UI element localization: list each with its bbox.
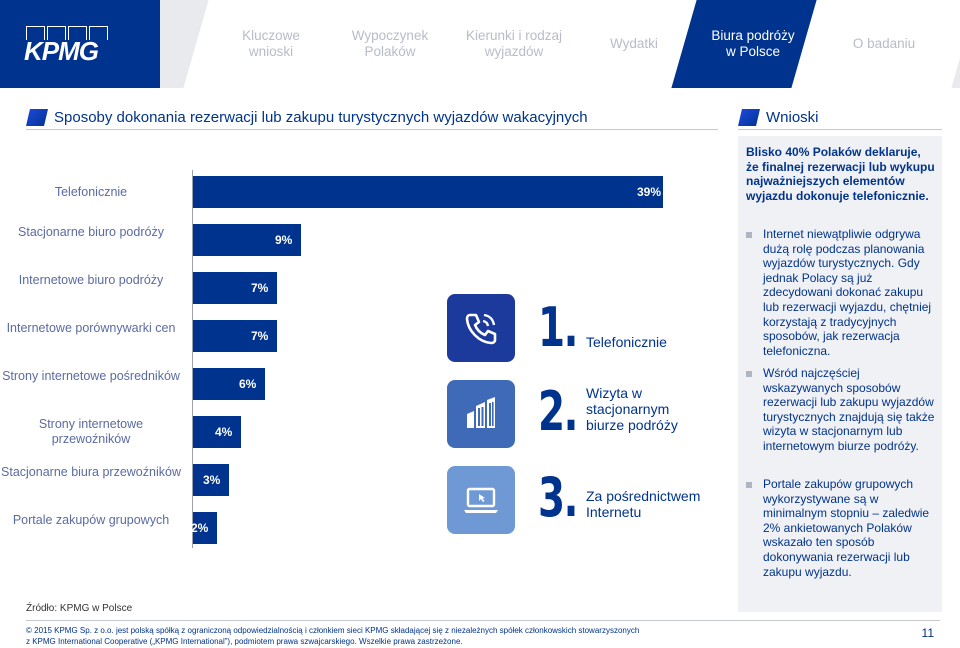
conclusion-text: Internet niewątpliwie odgrywa dużą rolę podczas planowania wyjazdów turystycznych. Gdy jednak Polacy są już zdecydowani dokonać zakupu lub rezerwacji wyjazdu, chętniej korzystają z tradycyjnych sposobów, jak rezerwacja telefoniczna. <box>763 227 932 358</box>
laptop-icon <box>447 466 515 534</box>
category-text: Stacjonarne biura przewoźników <box>1 465 181 479</box>
source-note: Źródło: KPMG w Polsce <box>26 603 133 614</box>
chart-category-label <box>0 417 182 447</box>
chart-category-label <box>0 321 182 336</box>
chart-data-label: 9% <box>275 233 293 247</box>
category-text: Strony internetowe pośredników <box>2 369 180 383</box>
conclusion-bullet <box>746 366 938 454</box>
conclusions-title: Wnioski <box>766 109 819 126</box>
building-icon <box>447 380 515 448</box>
category-text: Internetowe biuro podróży <box>18 273 164 287</box>
chart-data-label: 7% <box>251 329 269 343</box>
rank-number: 2. <box>538 380 577 443</box>
top-navigation <box>0 0 960 88</box>
category-text: Telefonicznie <box>54 184 128 199</box>
logo-text: KPMG <box>24 36 98 66</box>
chart-data-label: 4% <box>215 425 233 439</box>
phone-icon <box>447 294 515 362</box>
rank-label: Za pośrednictwem Internetu <box>586 488 701 520</box>
tab-label: Wypoczynek Polaków <box>351 28 429 59</box>
legal-line-2: z KPMG International Cooperative („KPMG International”), podmiotem prawa szwajcarskiego. Wszelkie prawa zastrzeżone. <box>26 636 463 646</box>
rank-label: Telefonicznie <box>586 334 667 350</box>
bullet-square-icon <box>746 371 752 377</box>
conclusion-text: Wśród najczęściej wskazywanych sposobów rezerwacji lub zakupu wyjazdów turystycznych znajdują się także wizyta w stacjonarnym lub internetowym biurze podróży. <box>763 366 935 453</box>
chart-category-label <box>0 465 182 480</box>
chart-category-label <box>0 185 182 200</box>
conclusions-lead: Blisko 40% Polaków deklaruje, że finalnej rezerwacji lub wykupu najważniejszych elementów wyjazdu dokonuje telefonicznie. <box>746 145 935 203</box>
conclusion-text: Portale zakupów grupowych wykorzystywane są w minimalnym stopniu – zaledwie 2% ankietowanych Polaków wskazało ten sposób dokonywania rezerwacji lub zakupu wyjazdu. <box>763 477 930 579</box>
category-text: Strony internetowe przewoźników <box>38 417 144 446</box>
chart-data-label: 2% <box>191 521 209 535</box>
main-section-header <box>26 108 718 130</box>
tab-label: O badaniu <box>852 36 916 51</box>
chart-category-label <box>0 513 182 528</box>
category-text: Internetowe porównywarki cen <box>6 321 176 335</box>
rank-label: Wizyta w stacjonarnym biurze podróży <box>586 385 678 433</box>
chart-data-label: 3% <box>203 473 221 487</box>
chart-data-label: 7% <box>251 281 269 295</box>
tab-label: Biura podróży w Polsce <box>711 28 795 59</box>
section-marker-icon <box>26 109 48 126</box>
section-marker-icon <box>738 109 760 126</box>
rank-number: 3. <box>538 466 577 529</box>
tab-o-badaniu[interactable] <box>804 0 960 88</box>
chart-category-label <box>0 225 182 240</box>
page-number: 11 <box>921 626 934 640</box>
conclusions-header <box>738 108 942 130</box>
chart-category-label <box>0 273 182 288</box>
chart-category-label <box>0 369 182 384</box>
category-text: Stacjonarne biuro podróży <box>18 225 164 239</box>
page-title: Sposoby dokonania rezerwacji lub zakupu turystycznych wyjazdów wakacyjnych <box>54 109 588 126</box>
chart-data-label: 39% <box>637 185 662 199</box>
kpmg-logo[interactable] <box>0 0 160 88</box>
conclusion-bullet <box>746 477 938 579</box>
rank-number: 1. <box>538 296 577 359</box>
conclusion-bullet <box>746 227 938 358</box>
tab-label: Kierunki i rodzaj wyjazdów <box>465 28 563 59</box>
category-text: Portale zakupów grupowych <box>12 513 170 527</box>
legal-line-1: © 2015 KPMG Sp. z o.o. jest polską spółką z ograniczoną odpowiedzialnością i członkiem sieci KPMG składającej się z niezależnych spółek członkowskich stowarzyszonych <box>26 626 640 635</box>
bullet-square-icon <box>746 232 752 238</box>
tab-label: Kluczowe wnioski <box>242 28 300 59</box>
footer-legal <box>26 626 666 647</box>
bullet-square-icon <box>746 482 752 488</box>
chart-data-label: 6% <box>239 377 257 391</box>
tab-label: Wydatki <box>610 36 658 51</box>
footer-divider <box>26 620 940 621</box>
chart-bar <box>193 176 663 208</box>
